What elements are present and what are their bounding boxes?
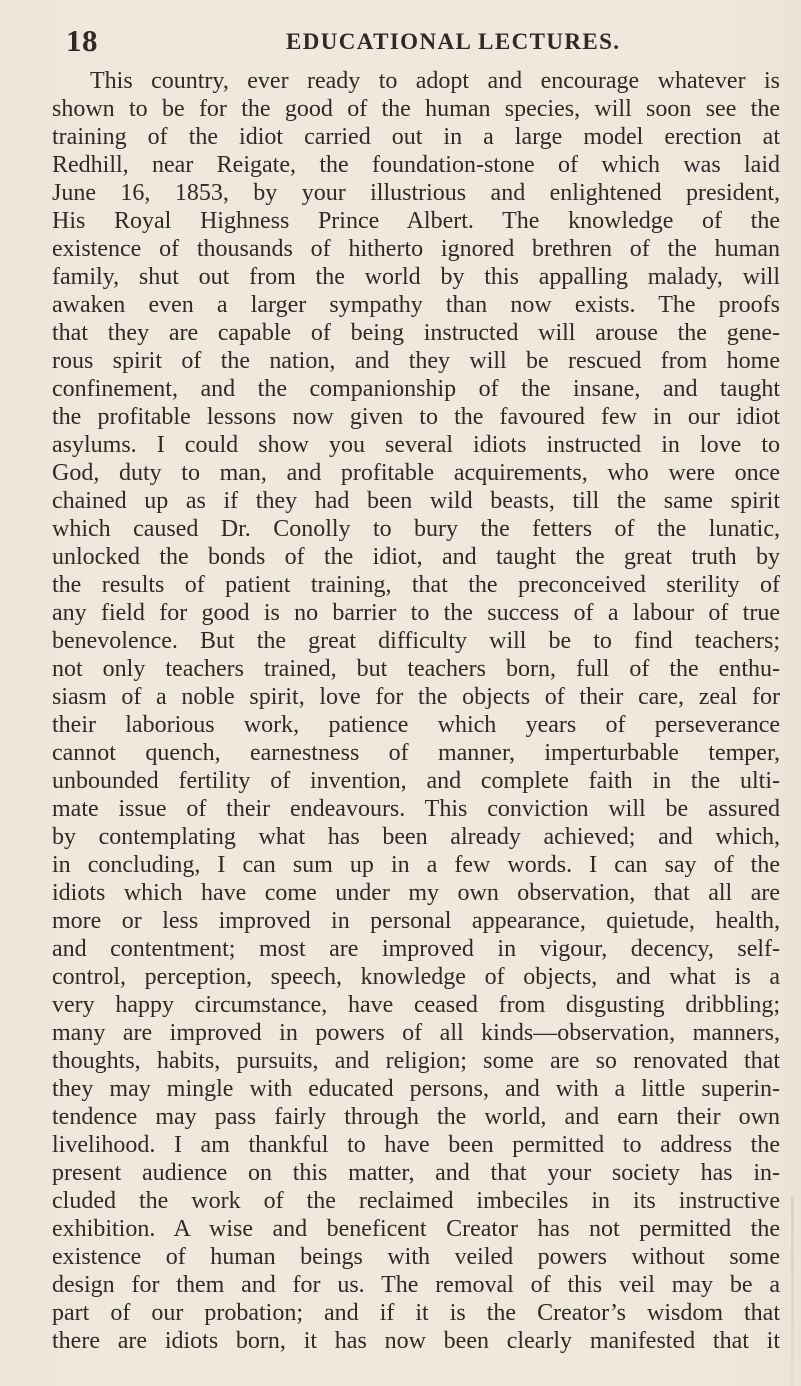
text-line: unlocked the bonds of the idiot, and taught the great truth by [52,544,780,570]
text-line: any field for good is no barrier to the success of a labour of true [52,600,780,626]
text-line: many are improved in powers of all kinds—observation, manners, [52,1020,780,1046]
text-line: thoughts, habits, pursuits, and religion; some are so renovated that [52,1048,780,1074]
text-line: Redhill, near Reigate, the foundation-stone of which was laid [52,152,780,178]
text-line: which caused Dr. Conolly to bury the fetters of the lunatic, [52,516,780,542]
text-line: rous spirit of the nation, and they will be rescued from home [52,348,780,374]
text-line: and contentment; most are improved in vigour, decency, self- [52,936,780,962]
text-line: This country, ever ready to adopt and encourage whatever is [90,68,780,94]
text-line: the profitable lessons now given to the favoured few in our idiot [52,404,780,430]
text-line: exhibition. A wise and beneficent Creator has not permitted the [52,1216,780,1242]
text-line: tendence may pass fairly through the world, and earn their own [52,1104,780,1130]
text-line: by contemplating what has been already achieved; and which, [52,824,780,850]
text-line: more or less improved in personal appearance, quietude, health, [52,908,780,934]
text-line: training of the idiot carried out in a large model erection at [52,124,780,150]
page-edge-mark [791,1196,794,1386]
body-text [52,67,780,1355]
text-line: not only teachers trained, but teachers born, full of the enthu- [52,656,780,682]
page-header [66,23,745,63]
text-line: part of our probation; and if it is the Creator’s wisdom that [52,1300,780,1326]
text-line: cannot quench, earnestness of manner, imperturbable temper, [52,740,780,766]
text-line: confinement, and the companionship of the insane, and taught [52,376,780,402]
text-line: awaken even a larger sympathy than now exists. The proofs [52,292,780,318]
text-line: very happy circumstance, have ceased from disgusting dribbling; [52,992,780,1018]
text-line: the results of patient training, that the preconceived sterility of [52,572,780,598]
text-line: family, shut out from the world by this appalling malady, will [52,264,780,290]
text-line: control, perception, speech, knowledge of objects, and what is a [52,964,780,990]
text-line: cluded the work of the reclaimed imbeciles in its instructive [52,1188,780,1214]
text-line: benevolence. But the great difficulty will be to find teachers; [52,628,780,654]
text-line: His Royal Highness Prince Albert. The knowledge of the [52,208,780,234]
text-line: their laborious work, patience which years of perseverance [52,712,780,738]
text-line: livelihood. I am thankful to have been permitted to address the [52,1132,780,1158]
text-line: God, duty to man, and profitable acquirements, who were once [52,460,780,486]
text-line: unbounded fertility of invention, and complete faith in the ulti- [52,768,780,794]
text-line: there are idiots born, it has now been clearly manifested that it [52,1328,780,1354]
text-line: idiots which have come under my own observation, that all are [52,880,780,906]
text-line: mate issue of their endeavours. This conviction will be assured [52,796,780,822]
text-line: design for them and for us. The removal of this veil may be a [52,1272,780,1298]
text-line: that they are capable of being instructed will arouse the gene- [52,320,780,346]
running-head: EDUCATIONAL LECTURES. [286,29,621,54]
text-line: shown to be for the good of the human species, will soon see the [52,96,780,122]
text-line: June 16, 1853, by your illustrious and enlightened president, [52,180,780,206]
text-line: siasm of a noble spirit, love for the objects of their care, zeal for [52,684,780,710]
text-line: existence of human beings with veiled powers without some [52,1244,780,1270]
text-line: asylums. I could show you several idiots instructed in love to [52,432,780,458]
text-line: chained up as if they had been wild beasts, till the same spirit [52,488,780,514]
page-number: 18 [66,23,98,58]
text-line: in concluding, I can sum up in a few words. I can say of the [52,852,780,878]
text-line: present audience on this matter, and that your society has in- [52,1160,780,1186]
text-line: they may mingle with educated persons, and with a little superin- [52,1076,780,1102]
text-line: existence of thousands of hitherto ignored brethren of the human [52,236,780,262]
